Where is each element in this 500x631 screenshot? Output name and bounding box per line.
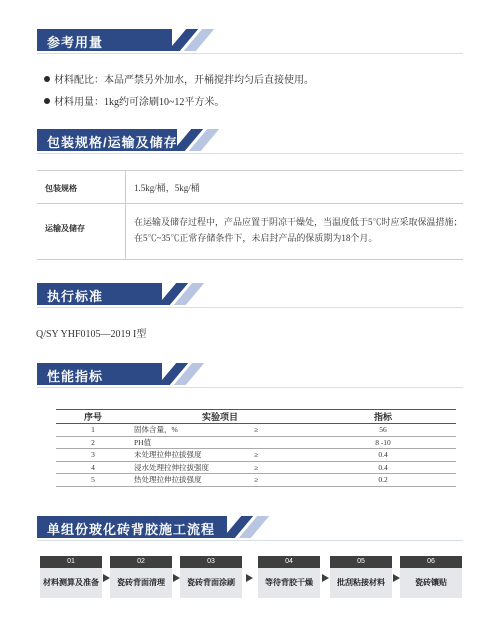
packaging-label: 包装规格 [45,184,77,193]
table-row: 3 未处理拉伸拉拔强度 ≥ 0.4 [56,449,456,462]
arrow-right-icon [246,574,253,582]
header-no: 序号 [56,410,130,424]
section-title: 单组份玻化砖背胶施工流程 [47,522,216,537]
table-row: 2 PH值 8 -10 [56,436,456,449]
section-title: 参考用量 [47,35,104,50]
section-banner-packaging [37,129,463,151]
arrow-right-icon [322,574,329,582]
arrow-right-icon [173,574,180,582]
process-step-4: 04 等待背胶干燥 [258,556,320,596]
process-step-6: 06 瓷砖镶贴 [400,556,462,596]
section-banner-usage [37,29,463,51]
packaging-value: 1.5kg/桶，5kg/桶 [134,183,200,193]
process-step-5: 05 批刮粘接材料 [330,556,392,596]
arrow-right-icon [103,574,110,582]
table-row: 4 浸水处理拉伸拉拔强度 ≥ 0.4 [56,461,456,474]
transport-value-line: 在运输及储存过程中，产品应置于阴凉干燥处，当温度低于5℃时应采取保温措施； [134,217,463,227]
header-item: 实验项目 [130,410,310,424]
table-row: 1 固体含量，% ≥ 56 [56,424,456,437]
header-value: 指标 [310,410,456,424]
process-step-2: 02 瓷砖背面清理 [110,556,172,596]
process-step-3: 03 瓷砖背面涂刷 [180,556,242,596]
section-banner-performance [37,363,463,385]
section-title: 性能指标 [47,369,104,384]
section-banner-process [37,516,463,538]
standard-code: Q/SY YHF0105—2019 I型 [36,329,147,340]
section-title: 包装规格/运输及储存 [47,135,178,150]
usage-bullet: 材料用量：1kg约可涂刷10~12平方米。 [44,93,224,108]
section-title: 执行标准 [47,289,104,304]
packaging-table [37,170,463,260]
usage-bullet: 材料配比：本品严禁另外加水，开桶搅拌均匀后直接使用。 [44,71,314,86]
table-row: 5 热处理拉伸拉拔强度 ≥ 0.2 [56,474,456,487]
performance-table [56,409,456,487]
section-banner-standard [37,283,463,305]
transport-value-line: 在5℃~35℃正常存储条件下，未启封产品的保质期为18个月。 [134,233,378,243]
process-step-1: 01 材料测算及准备 [40,556,102,596]
arrow-right-icon [393,574,400,582]
transport-label: 运输及储存 [45,224,85,233]
